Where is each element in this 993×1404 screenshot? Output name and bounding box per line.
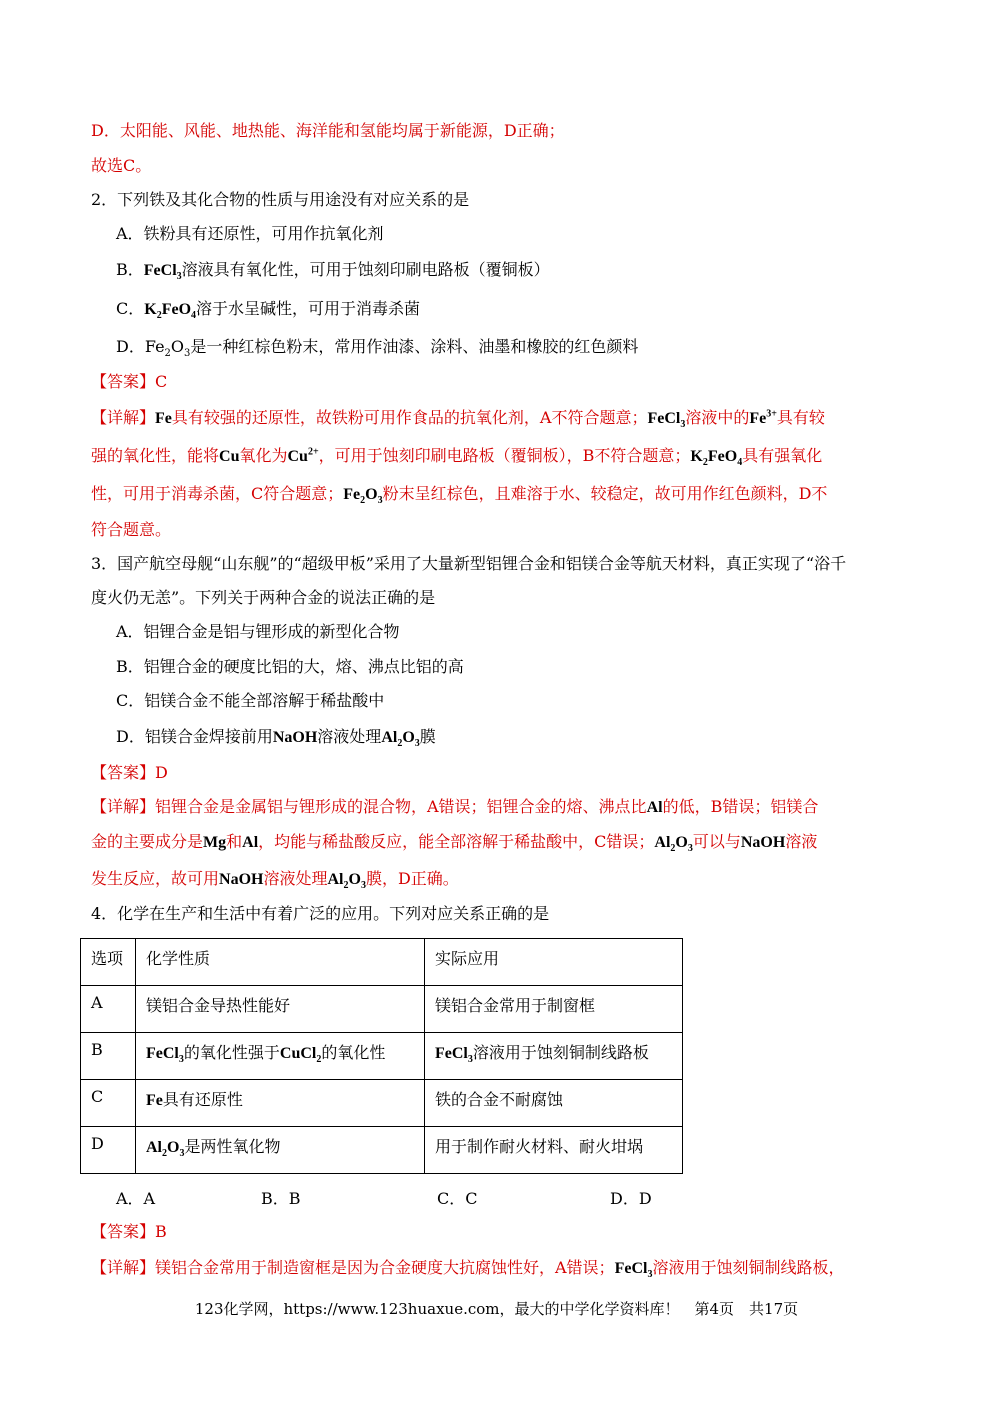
table-cell-option: C	[81, 1080, 136, 1127]
table-row	[81, 986, 683, 1033]
table-cell-application: FeCl$_3$溶液用于蚀刻铜制线路板	[425, 1033, 683, 1080]
q2-option-c: C．$K_2FeO_4$溶于水呈碱性，可用于消毒杀菌	[116, 299, 421, 322]
q3-option-a: A．铝锂合金是铝与锂形成的新型化合物	[116, 622, 400, 641]
q1-explanation-d: D．太阳能、风能、地热能、海洋能和氢能均属于新能源，D正确；	[91, 121, 565, 140]
q3-explanation-line3: 发生反应，故可用NaOH溶液处理$Al_2O_3$膜，D正确。	[91, 869, 459, 892]
q2-option-d: D．$Fe_2O_3$是一种红棕色粉末，常用作油漆、涂料、油墨和橡胶的红色颜料	[116, 337, 639, 360]
q3-option-d: D．铝镁合金焊接前用NaOH溶液处理$Al_2O_3$膜	[116, 727, 436, 750]
table-cell-property: FeCl$_3$的氧化性强于CuCl$_2$的氧化性	[136, 1033, 425, 1080]
table-cell-property: Fe具有还原性	[136, 1080, 425, 1127]
table-row	[81, 1033, 683, 1080]
q2-answer: 【答案】C	[91, 372, 168, 391]
table-header-cell: 化学性质	[136, 939, 425, 986]
q3-explanation-line2: 金的主要成分是Mg和Al，均能与稀盐酸反应，能全部溶解于稀盐酸中，C错误；$Al_2O_3$可以与NaOH溶液	[91, 832, 818, 855]
table-cell-property: 镁铝合金导热性能好	[136, 986, 425, 1033]
table-cell-application: 用于制作耐火材料、耐火坩埚	[425, 1127, 683, 1174]
table-cell-application: 铁的合金不耐腐蚀	[425, 1080, 683, 1127]
table-header-row	[81, 939, 683, 986]
q2-option-a: A．铁粉具有还原性，可用作抗氧化剂	[116, 224, 384, 243]
q3-stem-line1: 3．国产航空母舰“山东舰”的“超级甲板”采用了大量新型铝锂合金和铝镁合金等航天材料，真正实现了“浴千	[91, 554, 847, 573]
table-header-cell: 选项	[81, 939, 136, 986]
table-cell-application: 镁铝合金常用于制窗框	[425, 986, 683, 1033]
q3-stem-line2: 度火仍无恙”。下列关于两种合金的说法正确的是	[91, 588, 436, 607]
table-cell-option: B	[81, 1033, 136, 1080]
table-row	[81, 1080, 683, 1127]
q4-choice-b: B．B	[261, 1189, 301, 1208]
table-header-cell: 实际应用	[425, 939, 683, 986]
q4-choice-a: A．A	[116, 1189, 156, 1208]
q2-stem: 2．下列铁及其化合物的性质与用途没有对应关系的是	[91, 190, 470, 209]
q4-choice-d: D．D	[610, 1189, 652, 1208]
q2-option-b: B．FeCl$_3$溶液具有氧化性，可用于蚀刻印刷电路板（覆铜板）	[116, 260, 550, 283]
q2-explanation-line2: 强的氧化性，能将Cu氧化为$Cu^{2+}$，可用于蚀刻印刷电路板（覆铜板），B不符合题意；$K_2FeO_4$具有强氧化	[91, 446, 823, 469]
q4-choice-c: C．C	[437, 1189, 478, 1208]
q3-explanation-line1: 【详解】铝锂合金是金属铝与锂形成的混合物，A错误；铝锂合金的熔、沸点比Al的低，B错误；铝镁合	[91, 797, 819, 816]
q4-answer: 【答案】B	[91, 1222, 167, 1241]
q3-answer: 【答案】D	[91, 763, 168, 782]
q3-option-c: C．铝镁合金不能全部溶解于稀盐酸中	[116, 691, 385, 710]
q4-explanation-line1: 【详解】镁铝合金常用于制造窗框是因为合金硬度大抗腐蚀性好，A错误；FeCl$_3$溶液用于蚀刻铜制线路板，	[91, 1258, 845, 1281]
table-cell-option: D	[81, 1127, 136, 1174]
table-row	[81, 1127, 683, 1174]
q4-stem: 4．化学在生产和生活中有着广泛的应用。下列对应关系正确的是	[91, 904, 550, 923]
table-cell-option: A	[81, 986, 136, 1033]
page-footer: 123化学网，https://www.123huaxue.com，最大的中学化学资料库！ 第4页 共17页	[194, 1300, 799, 1318]
table-cell-property: $Al_2O_3$是两性氧化物	[136, 1127, 425, 1174]
q2-explanation-line1: 【详解】Fe具有较强的还原性，故铁粉可用作食品的抗氧化剂，A不符合题意；FeCl$_3$溶液中的$Fe^{3+}$具有较	[91, 408, 825, 431]
q2-explanation-line3: 性，可用于消毒杀菌，C符合题意；$Fe_2O_3$粉末呈红棕色，且难溶于水、较稳定，故可用作红色颜料，D不	[91, 484, 828, 507]
q2-explanation-line4: 符合题意。	[91, 520, 172, 539]
q1-conclusion: 故选C。	[91, 156, 152, 175]
q4-options-table	[80, 938, 683, 1174]
q3-option-b: B．铝锂合金的硬度比铝的大，熔、沸点比铝的高	[116, 657, 464, 676]
